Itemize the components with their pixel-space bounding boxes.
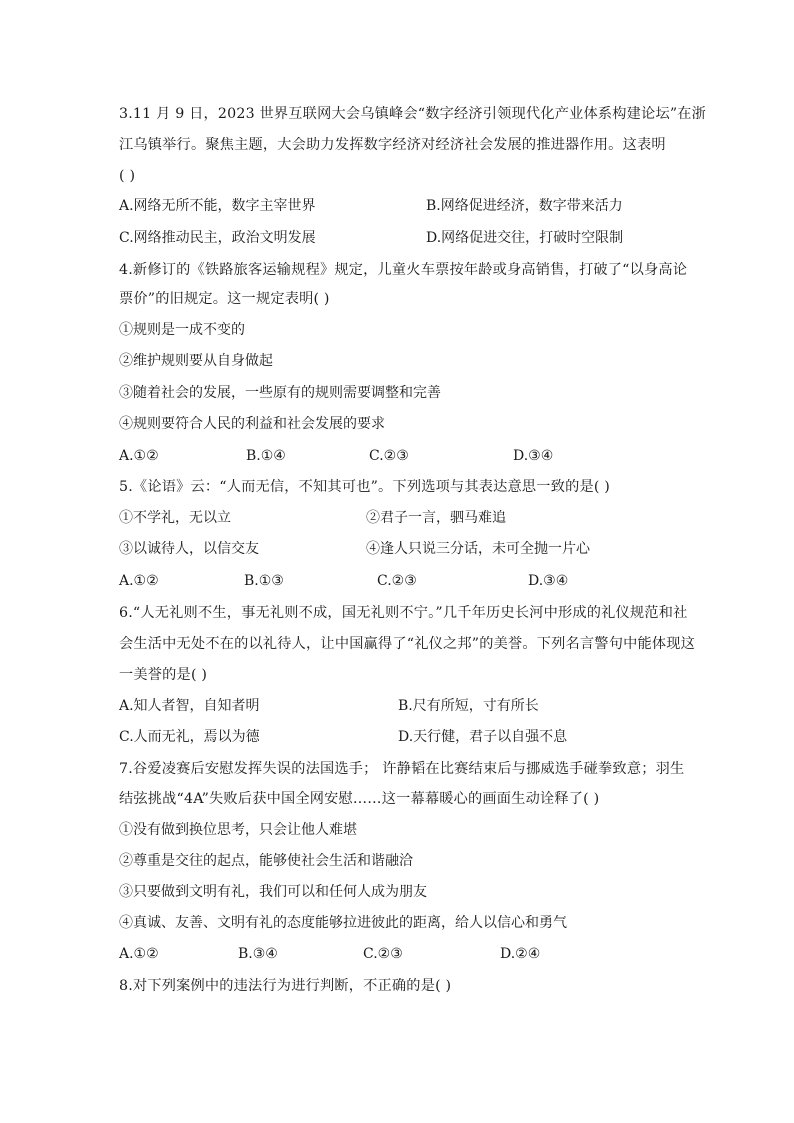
q7-option-b: B.③④ — [238, 946, 278, 962]
q3-option-c: C.网络推动民主，政治文明发展 — [119, 230, 316, 246]
q3-option-a: A.网络无所不能，数字主宰世界 — [119, 198, 316, 214]
q7-option-c: C.②③ — [363, 946, 403, 962]
q5-stem-line-1: 5.《论语》云：“人而无信，不知其可也”。下列选项与其表达意思一致的是( ) — [119, 479, 611, 495]
q8-stem-line-1: 8.对下列案例中的违法行为进行判断，不正确的是( ) — [119, 978, 452, 994]
q4-option-c: C.②③ — [369, 448, 409, 464]
q6-option-c: C.人而无礼，焉以为德 — [119, 729, 260, 745]
q3-stem-line-1: 3.11 月 9 日，2023 世界互联网大会乌镇峰会“数字经济引领现代化产业体系构建论坛”在浙 — [119, 106, 707, 122]
q6-stem-line-1: 6.“人无礼则不生，事无礼则不成，国无礼则不宁。”几千年历史长河中形成的礼仪规范和社 — [119, 605, 688, 621]
q6-option-b: B.尺有所短，寸有所长 — [398, 698, 539, 714]
q4-statement-3: ③随着社会的发展，一些原有的规则需要调整和完善 — [119, 385, 441, 401]
q5-option-c: C.②③ — [377, 573, 417, 589]
q4-statement-1: ①规则是一成不变的 — [119, 322, 245, 338]
q7-statement-1: ①没有做到换位思考，只会让他人难堪 — [119, 822, 357, 838]
q5-statement-2: ②君子一言，驷马难追 — [366, 510, 506, 526]
q4-stem-line-1: 4.新修订的《铁路旅客运输规程》规定，儿童火车票按年龄或身高销售，打破了“以身高论 — [119, 262, 688, 278]
q6-stem-line-2: 会生活中无处不在的以礼待人，让中国赢得了“礼仪之邦”的美誉。下列名言警句中能体现这 — [119, 636, 696, 652]
q4-option-a: A.①② — [119, 448, 159, 464]
q3-option-b: B.网络促进经济，数字带来活力 — [426, 198, 623, 214]
q4-option-b: B.①④ — [246, 448, 286, 464]
q7-statement-3: ③只要做到文明有礼，我们可以和任何人成为朋友 — [119, 884, 427, 900]
q7-statement-4: ④真诚、友善、文明有礼的态度能够拉进彼此的距离，给人以信心和勇气 — [119, 915, 567, 931]
q6-option-d: D.天行健，君子以自强不息 — [398, 729, 568, 745]
q6-option-a: A.知人者智，自知者明 — [119, 698, 260, 714]
q4-option-d: D.③④ — [513, 448, 554, 464]
q5-option-d: D.③④ — [528, 573, 569, 589]
q5-option-a: A.①② — [119, 573, 159, 589]
q3-stem-line-3: ( ) — [119, 168, 136, 184]
q4-statement-4: ④规则要符合人民的利益和社会发展的要求 — [119, 416, 385, 432]
q3-stem-line-2: 江乌镇举行。聚焦主题，大会助力发挥数字经济对经济社会发展的推进器作用。这表明 — [119, 137, 666, 153]
q5-statement-3: ③以诚待人，以信交友 — [119, 541, 259, 557]
q5-option-b: B.①③ — [244, 573, 284, 589]
q3-option-d: D.网络促进交往，打破时空限制 — [426, 230, 624, 246]
q7-option-d: D.②④ — [500, 946, 541, 962]
q6-stem-line-3: 一美誉的是( ) — [119, 667, 208, 683]
q7-stem-line-2: 结弦挑战“4A”失败后获中国全网安慰……这一幕幕暖心的画面生动诠释了( ) — [119, 791, 600, 807]
q5-statement-4: ④逢人只说三分话，未可全抛一片心 — [366, 541, 590, 557]
q7-stem-line-1: 7.谷爱凌赛后安慰发挥失误的法国选手； 许静韬在比赛结束后与挪威选手碰拳致意；羽生 — [119, 761, 685, 777]
q4-stem-line-2: 票价”的旧规定。这一规定表明( ) — [119, 291, 330, 307]
q5-statement-1: ①不学礼，无以立 — [119, 510, 231, 526]
q4-statement-2: ②维护规则要从自身做起 — [119, 353, 273, 369]
q7-option-a: A.①② — [119, 946, 159, 962]
q7-statement-2: ②尊重是交往的起点，能够使社会生活和谐融洽 — [119, 853, 413, 869]
